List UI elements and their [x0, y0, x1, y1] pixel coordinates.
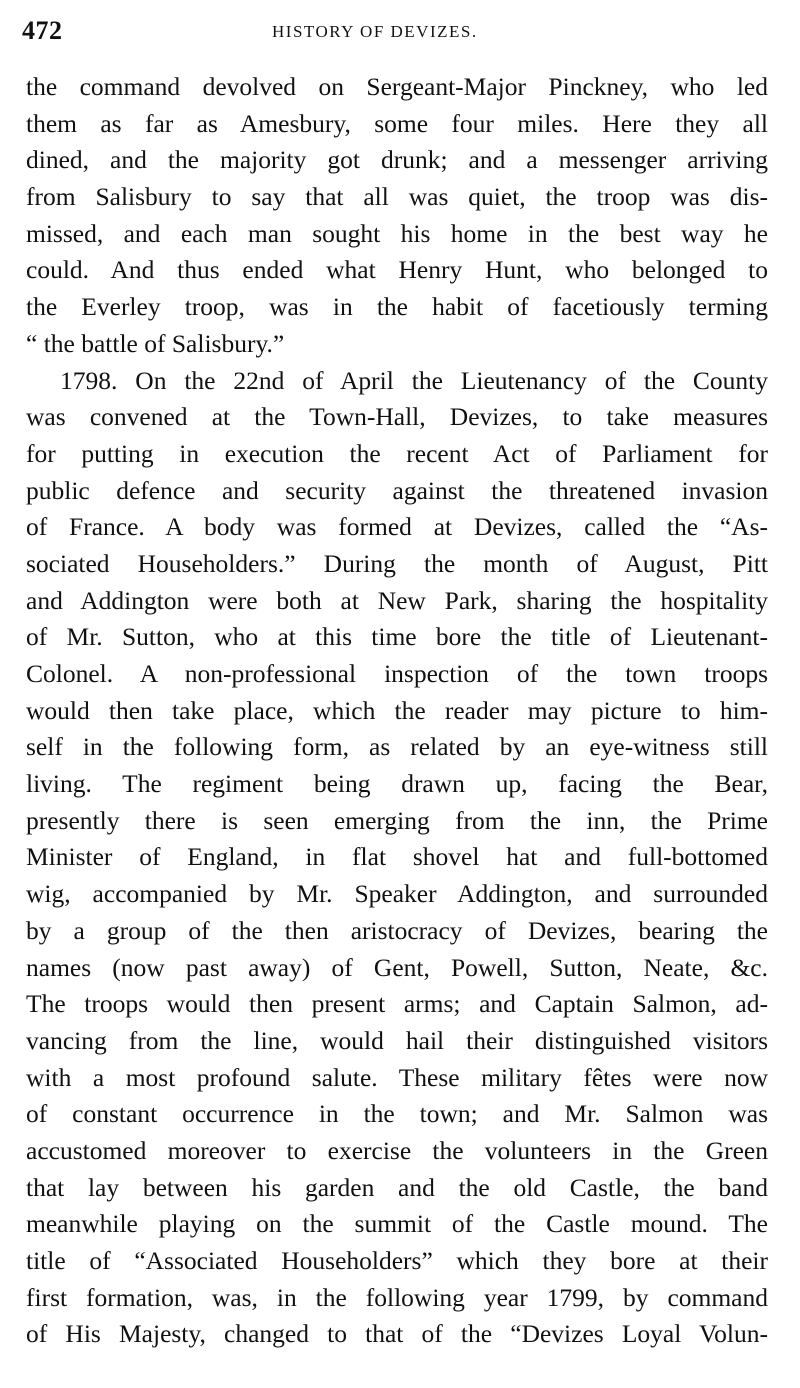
text-line: from Salisbury to say that all was quiet, the troop was dis-: [26, 182, 768, 212]
paragraph-start-line: 1798. On the 22nd of April the Lieutenancy of the County: [60, 365, 768, 395]
text-line: Minister of England, in flat shovel hat and full-bottomed: [26, 842, 768, 872]
text-line: of Mr. Sutton, who at this time bore the title of Lieutenant-: [26, 622, 768, 652]
text-line: missed, and each man sought his home in the best way he: [26, 218, 768, 248]
text-line: names (now past away) of Gent, Powell, Sutton, Neate, &c.: [26, 952, 768, 982]
text-line: of constant occurrence in the town; and Mr. Salmon was: [26, 1099, 768, 1129]
text-line: the Everley troop, was in the habit of facetiously terming: [26, 292, 768, 322]
text-line: title of “Associated Householders” which they bore at their: [26, 1246, 768, 1275]
text-line: self in the following form, as related by an eye-witness still: [26, 732, 768, 762]
text-line: of France. A body was formed at Devizes, called the “As-: [26, 512, 768, 542]
text-line: them as far as Amesbury, some four miles. Here they all: [26, 108, 768, 138]
text-line: public defence and security against the threatened invasion: [26, 475, 768, 505]
text-line: with a most profound salute. These military fêtes were now: [26, 1062, 768, 1092]
running-title: HISTORY OF DEVIZES.: [272, 22, 478, 41]
text-line: by a group of the then aristocracy of Devizes, bearing the: [26, 915, 768, 945]
text-line: accustomed moreover to exercise the volunteers in the Green: [26, 1135, 768, 1165]
text-line: for putting in execution the recent Act of Parliament for: [26, 438, 768, 468]
text-line: meanwhile playing on the summit of the Castle mound. The: [26, 1209, 768, 1239]
text-line: presently there is seen emerging from the inn, the Prime: [26, 805, 768, 835]
text-line: sociated Householders.” During the month of August, Pitt: [26, 548, 768, 578]
text-line: and Addington were both at New Park, sharing the hospitality: [26, 585, 768, 615]
text-line: of His Majesty, changed to that of the “Devizes Loyal Volun-: [26, 1319, 768, 1349]
text-line: vancing from the line, would hail their distinguished visitors: [26, 1025, 768, 1055]
text-line: would then take place, which the reader may picture to him-: [26, 695, 768, 725]
text-line: “ the battle of Salisbury.”: [26, 328, 285, 358]
text-line: The troops would then present arms; and Captain Salmon, ad-: [26, 989, 768, 1019]
page-number: 472: [22, 16, 63, 45]
text-line: the command devolved on Sergeant-Major Pinckney, who led: [26, 72, 768, 101]
text-line: that lay between his garden and the old Castle, the band: [26, 1172, 768, 1202]
text-line: was convened at the Town-Hall, Devizes, to take measures: [26, 402, 768, 432]
running-head: [22, 14, 772, 50]
text-line: wig, accompanied by Mr. Speaker Addington, and surrounded: [26, 879, 768, 909]
text-line: could. And thus ended what Henry Hunt, who belonged to: [26, 255, 768, 285]
text-line: first formation, was, in the following year 1799, by command: [26, 1282, 768, 1312]
text-line: dined, and the majority got drunk; and a messenger arriving: [26, 145, 768, 175]
text-line: living. The regiment being drawn up, facing the Bear,: [26, 769, 768, 799]
text-line: Colonel. A non-professional inspection of the town troops: [26, 659, 768, 688]
body-text: [26, 69, 768, 1353]
